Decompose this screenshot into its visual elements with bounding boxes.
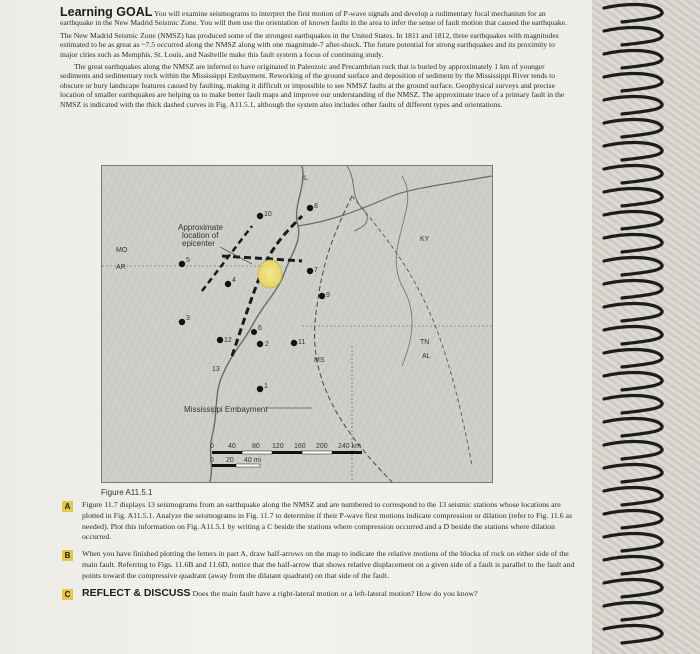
question-a-badge: A [62, 501, 73, 512]
state-label-il: IL [302, 175, 308, 182]
question-c-badge: C [62, 589, 73, 600]
station-label-13: 13 [212, 366, 220, 373]
state-label-ky: KY [420, 236, 430, 243]
question-b [62, 549, 582, 581]
station-label-11: 11 [298, 339, 306, 346]
learning-goal [60, 5, 570, 28]
scale-km-200: 200 [316, 443, 328, 450]
station-label-1: 1 [264, 383, 268, 390]
reflect-discuss-title: REFLECT & DISCUSS [82, 586, 191, 599]
state-label-al: AL [422, 353, 431, 360]
station-label-4: 4 [232, 277, 236, 284]
scale-km-240: 240 km [338, 443, 361, 450]
question-c-text: Does the main fault have a right-lateral motion or a left-lateral motion? How do you know? [192, 588, 478, 598]
station-label-12: 12 [224, 337, 232, 344]
scale-km-40: 40 [228, 443, 236, 450]
scale-km-80: 80 [252, 443, 260, 450]
paragraph-embayment: The great earthquakes along the NMSZ are inferred to have originated in Paleozoic and Precambrian rock that is buried by approximately 1 km of younger sediments and sedimentary rock within the Mississippi Embayment. Reworking of the ground surface and deposition of sediment by the Mississippi River tends to obscure or bury landscape features caused by faulting, making it difficult or impossible to see NMSZ faults at the ground surface. Geophysical surveys and precise location of smaller earthquakes are helping us to make better fault maps and improve our understanding of the NMSZ. The approximate trace of a primary fault in the NMSZ is indicated with the thick dashed curves in Fig. A11.5.1, although the system also includes other faults of different types and orientations. [60, 62, 565, 109]
station-label-6: 6 [258, 325, 262, 332]
spiral-binding [600, 0, 670, 654]
scale-km-160: 160 [294, 443, 306, 450]
scale-km-0: 0 [210, 443, 214, 450]
scale-km-120: 120 [272, 443, 284, 450]
epicenter-label-line3: epicenter [182, 239, 215, 248]
paragraph-nmsz: The New Madrid Seismic Zone (NMSZ) has produced some of the strongest earthquakes in the United States. In 1811 and 1812, three earthquakes with magnitudes estimated to be as great as ~7.5 occurred along the NMSZ along with one magnitude-7 after-shock. The future potential for strong earthquakes and its proximity to major cities such as Memphis, St. Louis, and Nashville make this fault system a focus of continuing study. [60, 30, 559, 59]
questions [62, 500, 582, 605]
state-label-tn: TN [420, 339, 430, 346]
learning-goal-text: You will examine seismograms to interpret the first motion of P-wave signals and develop a rudimentary focal mechanism for an earthquake in the New Madrid Seismic Zone. You will then use the orientation of known faults in the area to infer the sense of fault motion that caused the earthquake. [60, 9, 567, 28]
epicenter-label-line2: location of [182, 231, 219, 240]
scale-mi-40: 40 mi [244, 457, 262, 464]
state-label-ar: AR [116, 264, 126, 271]
intro-text-block [60, 5, 570, 112]
station-label-10: 10 [264, 211, 272, 218]
epicenter-label-line1: Approximate [178, 223, 223, 232]
question-a [62, 500, 582, 543]
state-label-ms: MS [314, 357, 325, 364]
question-b-badge: B [62, 550, 73, 561]
station-label-5: 5 [186, 257, 190, 264]
question-b-text: When you have finished plotting the letters in part A, draw half-arrows on the map to indicate the relative motions of the blocks of rock on either side of the main fault. Referring to Figs. 11.6B and 11.6D, notice that the half-arrow that shows relative displacement on a given side of a fault is parallel to the fault and points toward the compressive quadrant (away from the dilatant quadrant) on that side of the fault. [82, 549, 575, 580]
station-label-2: 2 [265, 341, 269, 348]
question-c [62, 588, 582, 600]
station-label-8: 8 [314, 203, 318, 210]
station-label-7: 7 [314, 267, 318, 274]
station-label-3: 3 [186, 315, 190, 322]
station-label-9: 9 [326, 292, 330, 299]
station-13 [212, 366, 220, 373]
scale-mi-0: 0 [210, 457, 214, 464]
state-label-mo: MO [116, 247, 128, 254]
epicenter-marker [258, 260, 282, 288]
embayment-label: Mississippi Embayment [184, 405, 268, 414]
learning-goal-title: Learning GOAL [60, 5, 153, 19]
scale-mi-20: 20 [226, 457, 234, 464]
figure-caption: Figure A11.5.1 [101, 488, 153, 497]
question-a-text: Figure 11.7 displays 13 seismograms from an earthquake along the NMSZ and are numbered to correspond to the 13 seismic stations whose locations are plotted in Fig. A11.5.1. Analyze the seismograms in Fig. 11.7 to determine if their P-wave first motions indicate compression or dilation (refer to Fig. 11.6 as needed). Plot this information on Fig. A11.5.1 by writing a C beside the stations where compression occurred and a D beside the stations where dilation occurred. [82, 500, 573, 542]
station-11 [291, 339, 306, 346]
station-12 [217, 337, 232, 344]
nmsz-map [101, 165, 493, 483]
